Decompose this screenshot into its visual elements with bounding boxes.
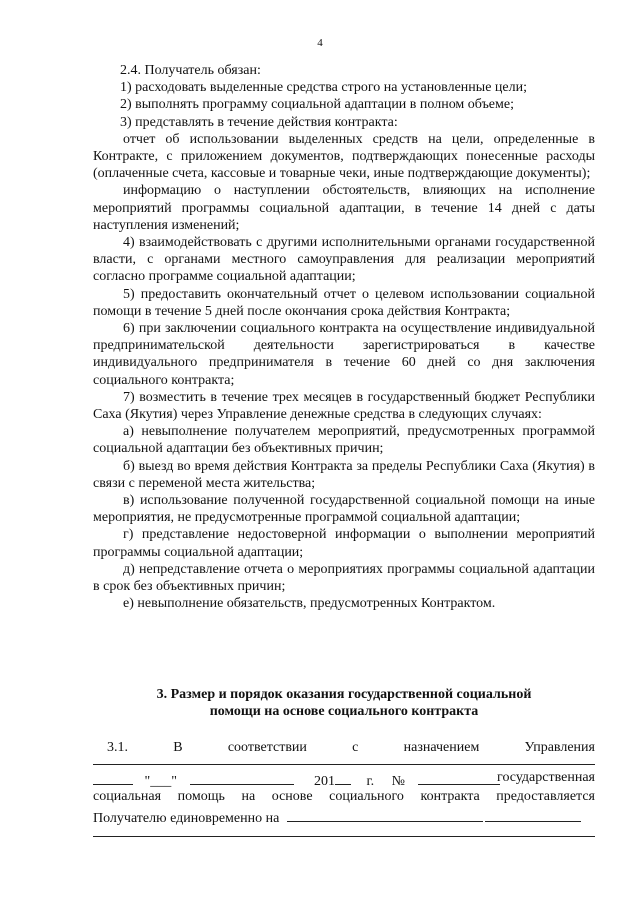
paragraph: отчет об использовании выделенных средств на цели, определенные в Контракте, с приложением документов, подтверждающих понесенные расходы (оплаченные счета, кассовые и товарные чеки, иные подтверждающие документы);	[93, 131, 595, 182]
clause-text-line	[93, 789, 595, 806]
paragraph: 1) расходовать выделенные средства строго на установленные цели;	[120, 80, 527, 96]
paragraph: г) представление недостоверной информации о выполнении мероприятий программы социальной адаптации;	[93, 527, 595, 560]
obligations-section	[93, 62, 595, 613]
number-sign: №	[391, 774, 405, 789]
paragraph: 6) при заключении социального контракта на осуществление индивидуальной предпринимательской деятельности зарегистрироваться в качестве индивидуального предпринимателя в течение 60 дней со дня заключения социального контракта;	[93, 321, 595, 388]
word: 3.1.	[107, 740, 128, 755]
heading-line: помощи на основе социального контракта	[209, 704, 479, 720]
blank-line	[93, 836, 595, 837]
blank-field	[335, 770, 351, 785]
paragraph: в) использование полученной государственной социальной помощи на иные мероприятия, не предусмотренные программой социальной адаптации;	[93, 493, 595, 526]
paragraph: а) невыполнение получателем мероприятий, предусмотренных программой социальной адаптации без объективных причин;	[93, 424, 595, 457]
word: государственная	[497, 770, 595, 785]
paragraph: информацию о наступлении обстоятельств, влияющих на исполнение мероприятий программы социальной адаптации, в течение 14 дней с даты наступления изменений;	[93, 183, 595, 233]
blank-field	[190, 770, 294, 785]
day-quote: "___"	[144, 774, 177, 789]
year-g: г.	[366, 774, 375, 789]
year-prefix: 201	[313, 774, 335, 789]
line-text: Получателю единовременно на	[93, 811, 280, 826]
paragraph: 4) взаимодействовать с другими исполнительными органами государственной власти, с органами местного самоуправления для реализации мероприятий согласно программе социальной адаптации;	[93, 235, 595, 285]
word: назначением	[403, 740, 480, 755]
clause-3-1-line1	[93, 740, 595, 757]
recipient-line	[93, 807, 595, 824]
section-3-heading	[93, 686, 595, 720]
blank-field	[287, 807, 483, 822]
word: соответствии	[227, 740, 307, 755]
paragraph: е) невыполнение обязательств, предусмотренных Контрактом.	[123, 596, 496, 612]
blank-field	[93, 770, 133, 785]
blank-line	[93, 764, 595, 765]
paragraph: 7) возместить в течение трех месяцев в государственный бюджет Республики Саха (Якутия) через Управление денежные средства в следующих случаях:	[93, 389, 595, 423]
paragraph: 2.4. Получатель обязан:	[120, 63, 261, 78]
paragraph: 2) выполнять программу социальной адаптации в полном объеме;	[120, 97, 514, 113]
paragraph: б) выезд во время действия Контракта за пределы Республики Саха (Якутия) в связи с переменой места жительства;	[93, 458, 595, 491]
paragraph: 5) предоставить окончательный отчет о целевом использовании социальной помощи в течение 5 дней после окончания срока действия Контракта;	[93, 286, 595, 319]
word: В	[173, 740, 183, 755]
heading-line: 3. Размер и порядок оказания государственной социальной	[156, 687, 532, 702]
date-line	[93, 770, 595, 787]
blank-field	[418, 770, 500, 785]
line-text: социальная помощь на основе социального контракта предоставляется	[93, 789, 595, 804]
page-number: 4	[317, 37, 323, 49]
word: Управления	[524, 740, 595, 755]
word: с	[352, 740, 359, 755]
paragraph: д) непредставление отчета о мероприятиях программы социальной адаптации в срок без объективных причин;	[93, 561, 595, 595]
paragraph: 3) представлять в течение действия контракта:	[120, 114, 398, 130]
blank-field	[485, 807, 581, 822]
